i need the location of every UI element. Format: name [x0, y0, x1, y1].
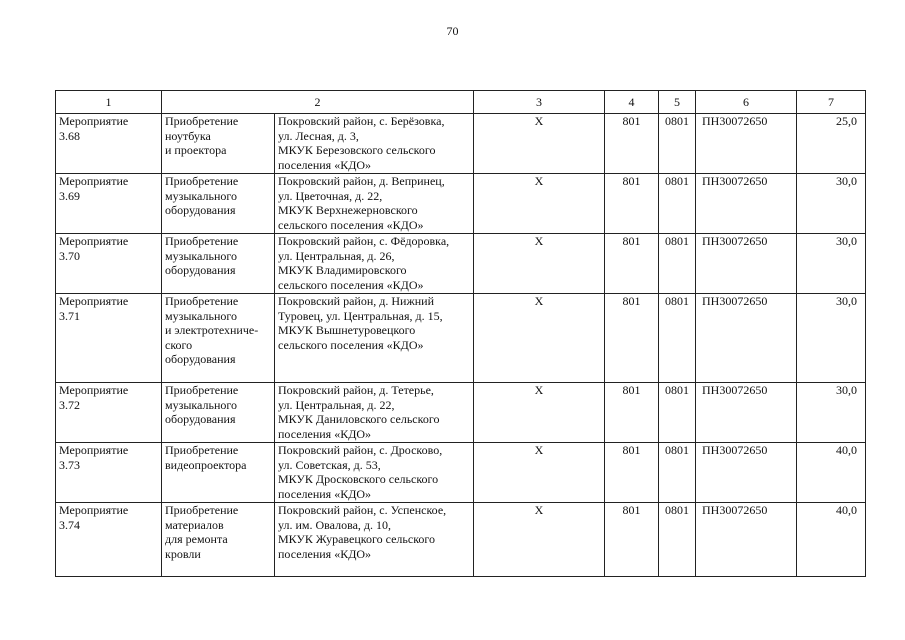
code2-cell: 0801	[659, 294, 696, 383]
amount-cell: 25,0	[797, 114, 866, 174]
location-cell: Покровский район, д. Тетерье, ул. Центральная, д. 22, МКУК Даниловского сельского поселения «КДО»	[275, 383, 474, 443]
name-cell: Приобретение ноутбука и проектора	[162, 114, 275, 174]
table-row	[56, 114, 866, 174]
name-cell: Приобретение музыкального оборудования	[162, 234, 275, 294]
code2-cell: 0801	[659, 503, 696, 577]
code3-cell: ПН30072650	[696, 383, 797, 443]
location-cell: Покровский район, д. Вепринец, ул. Цветочная, д. 22, МКУК Верхнежерновского сельского поселения «КДО»	[275, 174, 474, 234]
code3-cell: ПН30072650	[696, 443, 797, 503]
mark-cell: Х	[474, 383, 605, 443]
code1-cell: 801	[605, 443, 659, 503]
name-cell: Приобретение материалов для ремонта кровли	[162, 503, 275, 577]
code1-cell: 801	[605, 174, 659, 234]
location-cell: Покровский район, д. Нижний Туровец, ул. Центральная, д. 15, МКУК Вышнетуровецкого сельского поселения «КДО»	[275, 294, 474, 383]
header-col-1: 1	[56, 91, 162, 114]
name-cell: Приобретение музыкального и электротехниче- ского оборудования	[162, 294, 275, 383]
location-cell: Покровский район, с. Дросково, ул. Советская, д. 53, МКУК Дросковского сельского поселения «КДО»	[275, 443, 474, 503]
header-col-2: 2	[162, 91, 474, 114]
code2-cell: 0801	[659, 174, 696, 234]
code3-cell: ПН30072650	[696, 503, 797, 577]
location-cell: Покровский район, с. Берёзовка, ул. Лесная, д. 3, МКУК Березовского сельского поселения «КДО»	[275, 114, 474, 174]
mark-cell: Х	[474, 234, 605, 294]
code1-cell: 801	[605, 383, 659, 443]
code1-cell: 801	[605, 503, 659, 577]
table-row	[56, 443, 866, 503]
code3-cell: ПН30072650	[696, 234, 797, 294]
header-col-5: 5	[659, 91, 696, 114]
measure-cell: Мероприятие 3.74	[56, 503, 162, 577]
table-row	[56, 294, 866, 383]
amount-cell: 40,0	[797, 503, 866, 577]
amount-cell: 30,0	[797, 294, 866, 383]
code1-cell: 801	[605, 294, 659, 383]
code2-cell: 0801	[659, 383, 696, 443]
data-table	[55, 90, 866, 577]
header-col-4: 4	[605, 91, 659, 114]
amount-cell: 40,0	[797, 443, 866, 503]
code1-cell: 801	[605, 234, 659, 294]
name-cell: Приобретение музыкального оборудования	[162, 383, 275, 443]
location-cell: Покровский район, с. Фёдоровка, ул. Центральная, д. 26, МКУК Владимировского сельского поселения «КДО»	[275, 234, 474, 294]
page-number: 70	[446, 24, 459, 38]
amount-cell: 30,0	[797, 383, 866, 443]
code3-cell: ПН30072650	[696, 114, 797, 174]
header-col-6: 6	[696, 91, 797, 114]
header-col-7: 7	[797, 91, 866, 114]
code1-cell: 801	[605, 114, 659, 174]
name-cell: Приобретение музыкального оборудования	[162, 174, 275, 234]
table-row	[56, 174, 866, 234]
location-cell: Покровский район, с. Успенское, ул. им. Овалова, д. 10, МКУК Журавецкого сельского поселения «КДО»	[275, 503, 474, 577]
mark-cell: Х	[474, 114, 605, 174]
table-header-row	[56, 91, 866, 114]
amount-cell: 30,0	[797, 234, 866, 294]
header-col-3: 3	[474, 91, 605, 114]
mark-cell: Х	[474, 174, 605, 234]
measure-cell: Мероприятие 3.72	[56, 383, 162, 443]
code2-cell: 0801	[659, 114, 696, 174]
name-cell: Приобретение видеопроектора	[162, 443, 275, 503]
measure-cell: Мероприятие 3.68	[56, 114, 162, 174]
amount-cell: 30,0	[797, 174, 866, 234]
mark-cell: Х	[474, 294, 605, 383]
measure-cell: Мероприятие 3.69	[56, 174, 162, 234]
table-row	[56, 383, 866, 443]
code3-cell: ПН30072650	[696, 294, 797, 383]
mark-cell: Х	[474, 443, 605, 503]
table-row	[56, 234, 866, 294]
measure-cell: Мероприятие 3.73	[56, 443, 162, 503]
code2-cell: 0801	[659, 443, 696, 503]
table-row	[56, 503, 866, 577]
code2-cell: 0801	[659, 234, 696, 294]
mark-cell: Х	[474, 503, 605, 577]
code3-cell: ПН30072650	[696, 174, 797, 234]
measure-cell: Мероприятие 3.71	[56, 294, 162, 383]
measure-cell: Мероприятие 3.70	[56, 234, 162, 294]
